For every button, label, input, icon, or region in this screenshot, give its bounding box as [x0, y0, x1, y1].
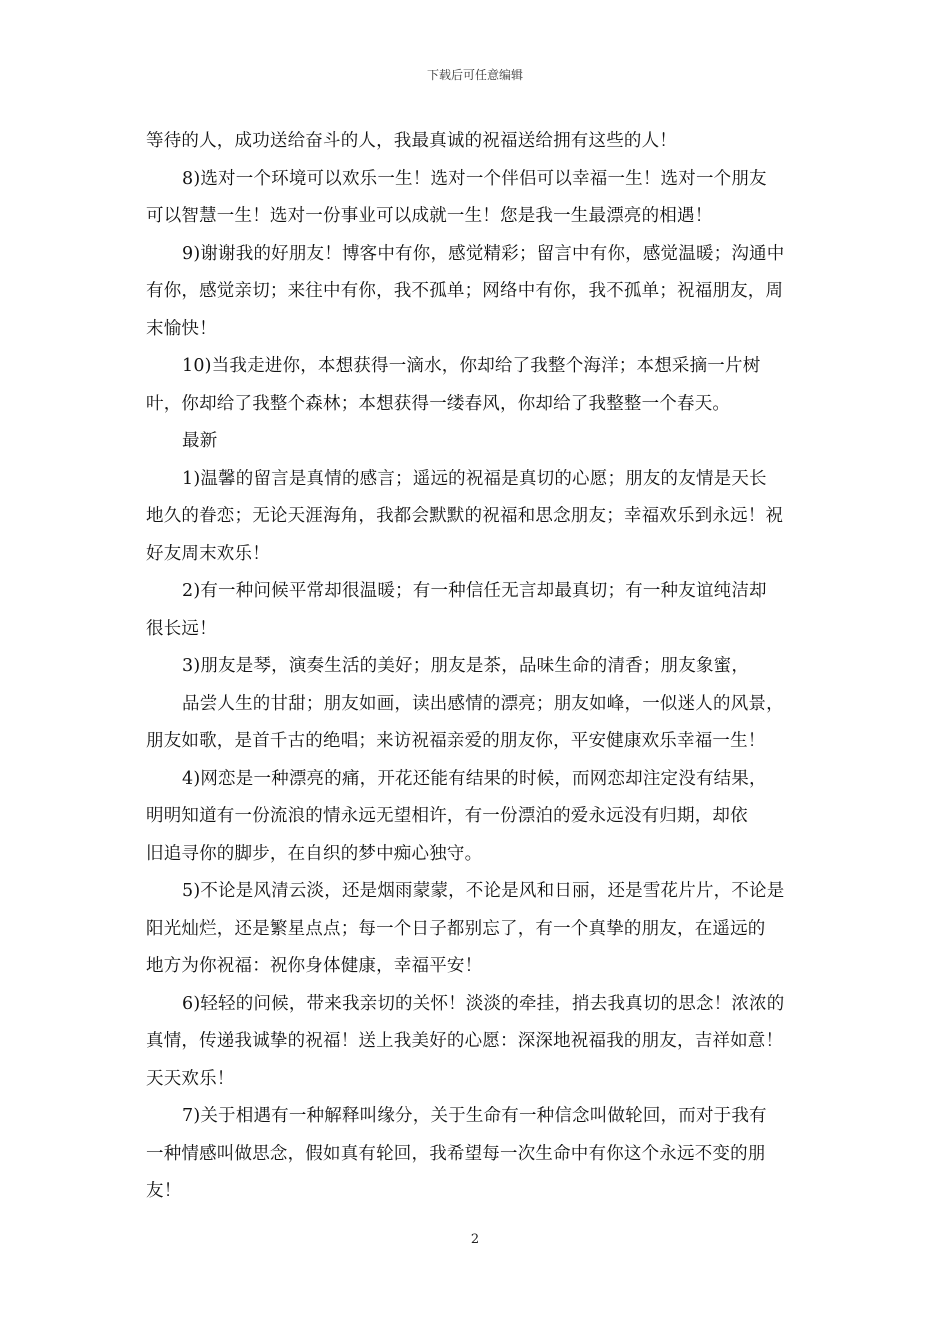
text-line: 1)温馨的留言是真情的感言；遥远的祝福是真切的心愿；朋友的友情是天长	[182, 468, 767, 489]
text-line: 地久的眷恋；无论天涯海角，我都会默默的祝福和思念朋友；幸福欢乐到永远！祝	[146, 506, 784, 526]
text-line: 旧追寻你的脚步，在自织的梦中痴心独守。	[146, 843, 483, 864]
text-line: 等待的人，成功送给奋斗的人，我最真诚的祝福送给拥有这些的人！	[146, 131, 677, 151]
text-line: 5)不论是风清云淡，还是烟雨蒙蒙，不论是风和日丽，还是雪花片片，不论是	[182, 881, 785, 901]
text-line: 8)选对一个环境可以欢乐一生！选对一个伴侣可以幸福一生！选对一个朋友	[182, 168, 767, 189]
text-line: 7)关于相遇有一种解释叫缘分，关于生命有一种信念叫做轮回，而对于我有	[182, 1106, 767, 1126]
text-line: 有你，感觉亲切；来往中有你，我不孤单；网络中有你，我不孤单；祝福朋友，周	[146, 281, 784, 301]
text-line: 最新	[182, 431, 218, 451]
text-line: 很长远！	[146, 618, 217, 639]
text-line: 真情，传递我诚挚的祝福！送上我美好的心愿：深深地祝福我的朋友，吉祥如意！	[146, 1031, 784, 1051]
text-line: 4)网恋是一种漂亮的痛，开花还能有结果的时候，而网恋却注定没有结果，	[182, 768, 767, 789]
text-line: 友！	[146, 1181, 182, 1201]
text-line: 好友周末欢乐！	[146, 543, 270, 564]
text-line: 10)当我走进你，本想获得一滴水，你却给了我整个海洋；本想采摘一片树	[182, 356, 761, 376]
text-line: 品尝人生的甘甜；朋友如画，读出感情的漂亮；朋友如峰，一似迷人的风景，	[182, 693, 784, 714]
text-line: 末愉快！	[146, 318, 217, 339]
page-header-note: 下载后可任意编辑	[426, 68, 523, 82]
document-body	[146, 123, 810, 1211]
text-line: 3)朋友是琴，演奏生活的美好；朋友是茶，品味生命的清香；朋友象蜜，	[182, 656, 750, 676]
page-number: 2	[470, 1232, 480, 1247]
text-line: 9)谢谢我的好朋友！博客中有你，感觉精彩；留言中有你，感觉温暖；沟通中	[182, 243, 785, 264]
text-line: 阳光灿烂，还是繁星点点；每一个日子都别忘了，有一个真挚的朋友，在遥远的	[146, 918, 766, 939]
text-line: 天天欢乐！	[146, 1068, 235, 1089]
text-line: 2)有一种问候平常却很温暖；有一种信任无言却最真切；有一种友谊纯洁却	[182, 581, 767, 601]
text-line: 明明知道有一份流浪的情永远无望相许，有一份漂泊的爱永远没有归期，却依	[146, 806, 748, 826]
text-line: 一种情感叫做思念，假如真有轮回，我希望每一次生命中有你这个永远不变的朋	[146, 1143, 766, 1164]
text-line: 地方为你祝福：祝你身体健康，幸福平安！	[146, 956, 483, 976]
text-line: 可以智慧一生！选对一份事业可以成就一生！您是我一生最漂亮的相遇！	[146, 206, 713, 226]
text-line: 朋友如歌，是首千古的绝唱；来访祝福亲爱的朋友你，平安健康欢乐幸福一生！	[146, 731, 766, 751]
text-line: 6)轻轻的问候，带来我亲切的关怀！淡淡的牵挂，捎去我真切的思念！浓浓的	[182, 993, 785, 1014]
text-line: 叶，你却给了我整个森林；本想获得一缕春风，你却给了我整整一个春天。	[146, 393, 731, 414]
